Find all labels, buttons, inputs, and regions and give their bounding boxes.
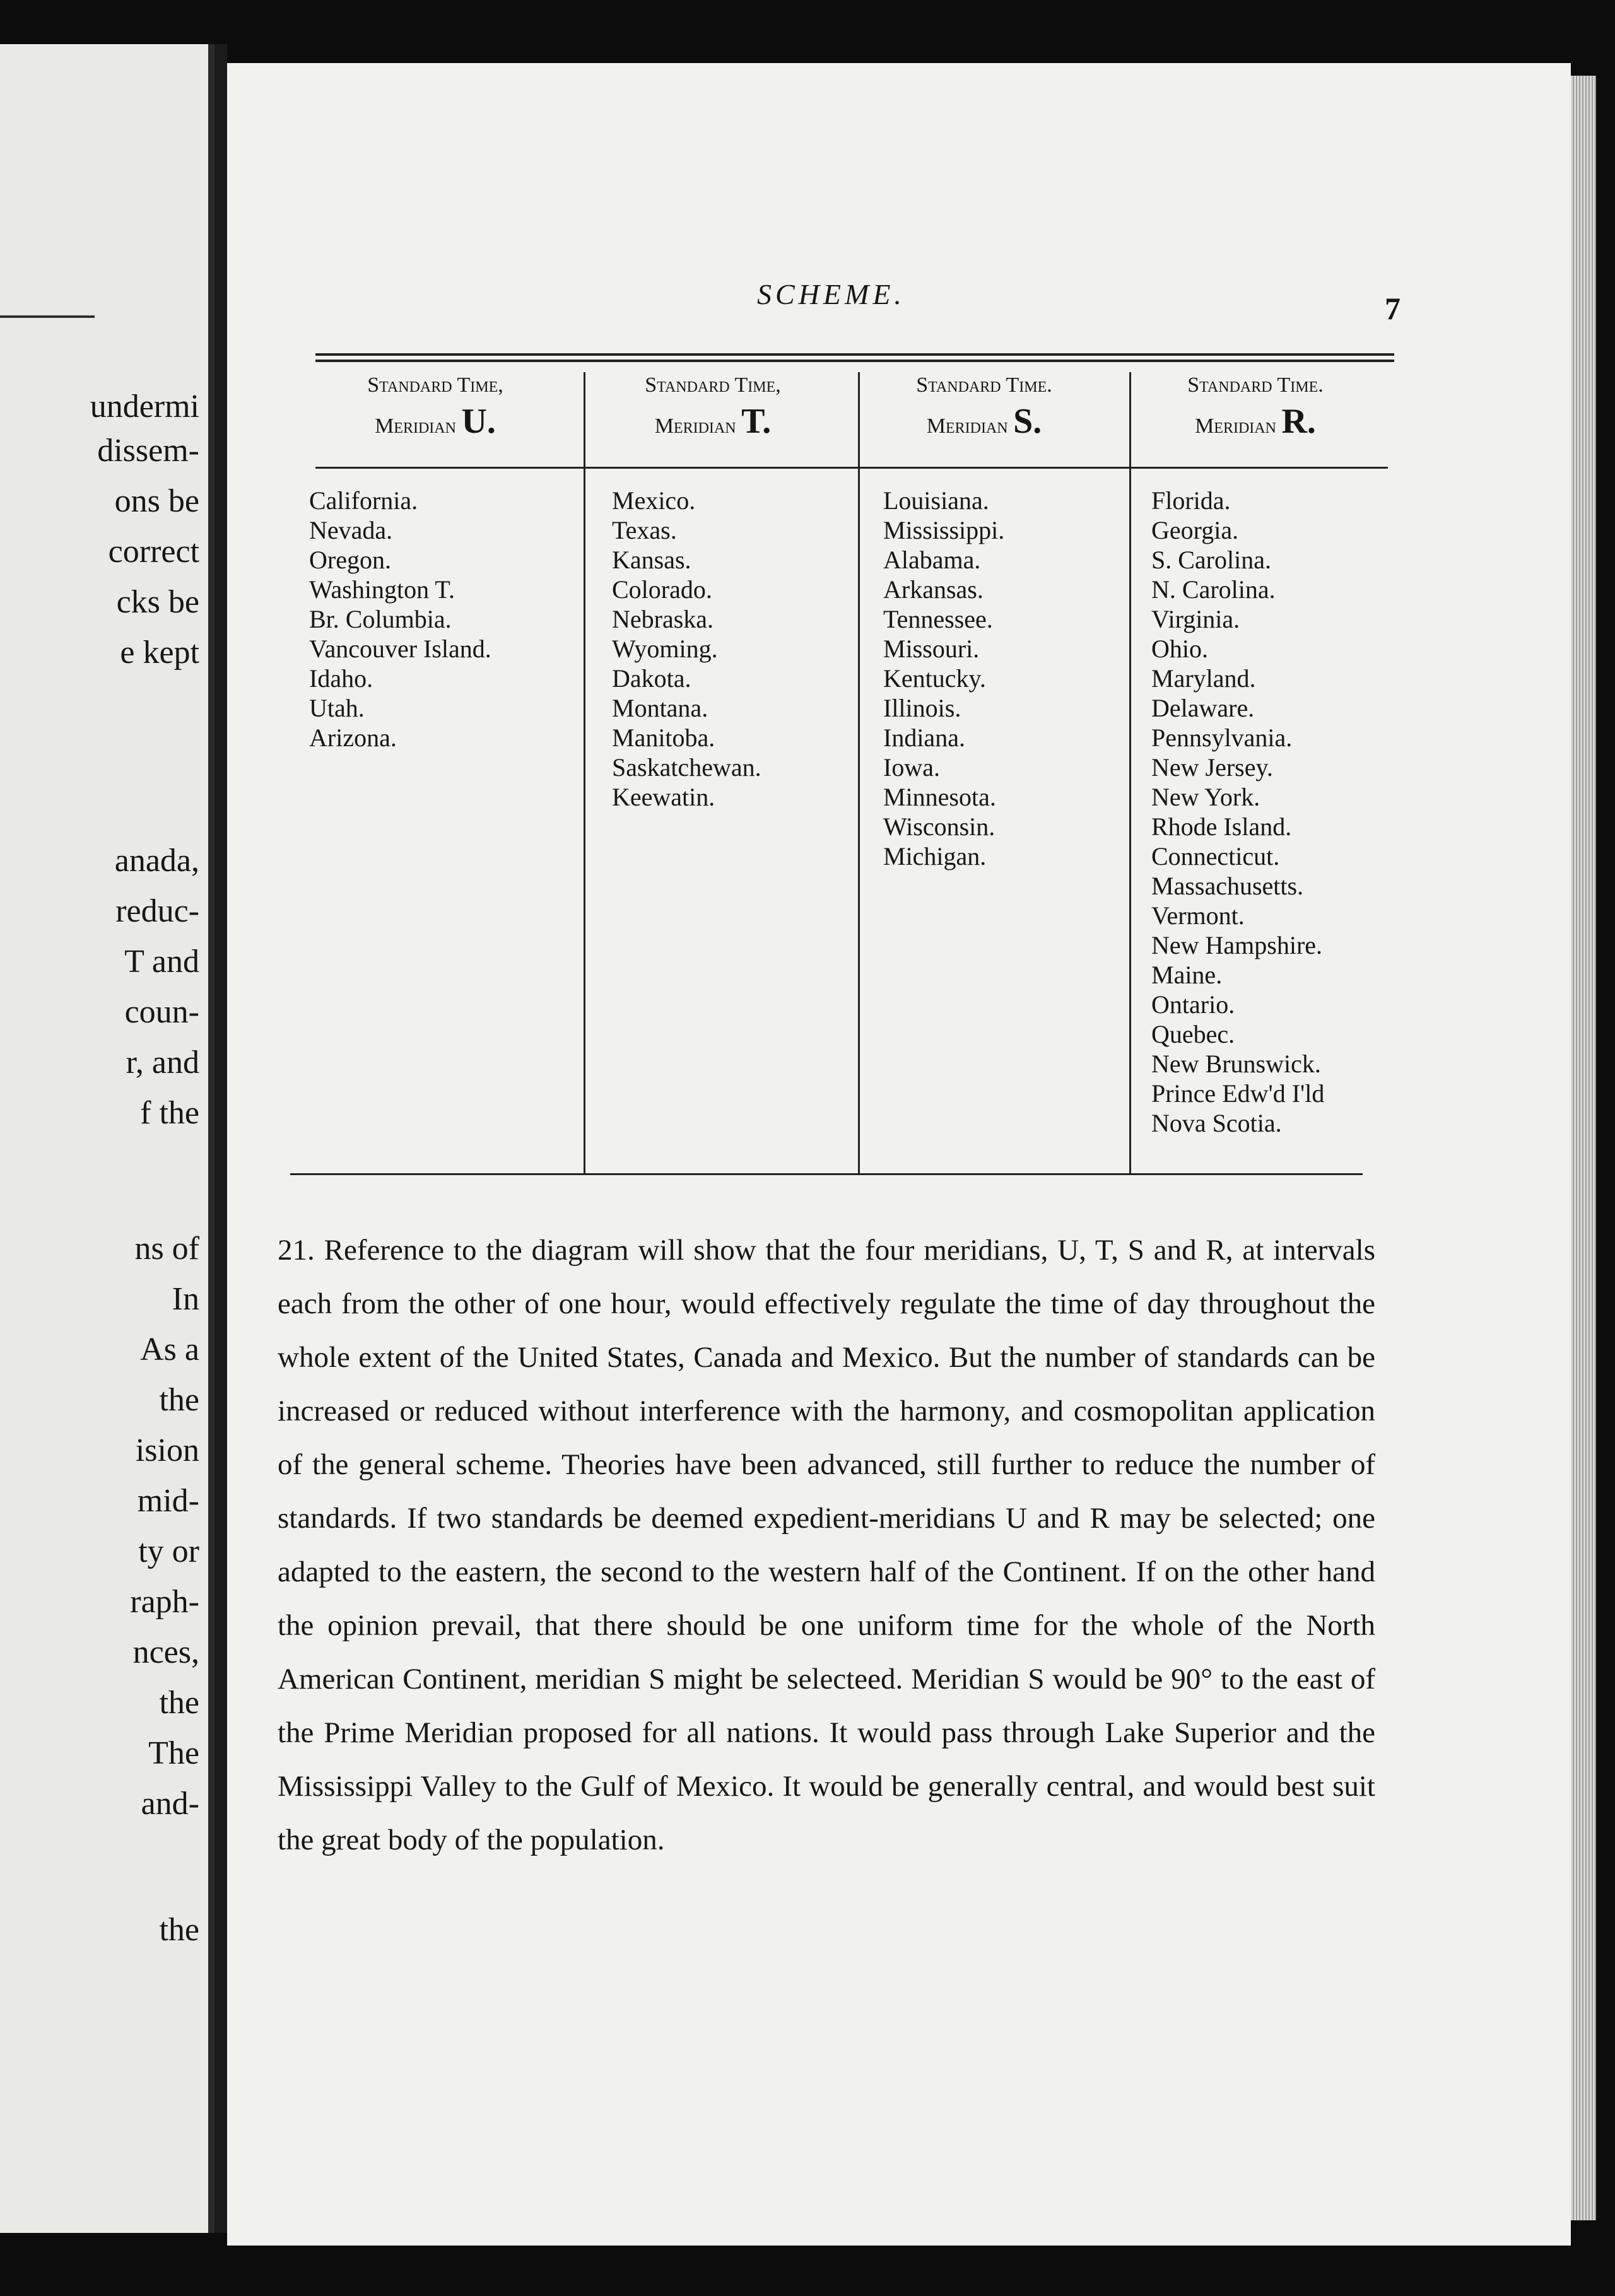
meridian-label: Meridian xyxy=(1195,414,1276,438)
left-page-line: the xyxy=(159,1912,199,1948)
place-name: Louisiana. xyxy=(883,486,989,515)
place-name: Michigan. xyxy=(883,842,987,870)
place-name: Idaho. xyxy=(309,664,373,693)
place-name: Connecticut. xyxy=(1151,842,1280,870)
column-header-label: Standard Time. xyxy=(916,373,1052,397)
place-name: Arizona. xyxy=(309,723,397,752)
place-name: Kentucky. xyxy=(883,664,986,693)
place-name: S. Carolina. xyxy=(1151,546,1271,574)
meridian-label: Meridian xyxy=(926,414,1008,438)
column-header-label: Standard Time, xyxy=(645,373,781,397)
place-name: Alabama. xyxy=(883,546,981,574)
place-name: Br. Columbia. xyxy=(309,605,452,633)
left-page-line: mid- xyxy=(137,1483,199,1519)
place-name: Quebec. xyxy=(1151,1020,1235,1048)
column-divider xyxy=(584,372,585,1173)
place-name: Dakota. xyxy=(612,664,691,693)
place-name: Indiana. xyxy=(883,723,965,752)
place-name: California. xyxy=(309,486,418,515)
place-name: New York. xyxy=(1151,783,1260,811)
column-divider xyxy=(1129,372,1131,1173)
meridian-label: Meridian xyxy=(375,414,456,438)
place-name: Rhode Island. xyxy=(1151,812,1292,841)
place-name: Arkansas. xyxy=(883,575,984,604)
place-name: Vermont. xyxy=(1151,901,1245,930)
place-name: New Brunswick. xyxy=(1151,1050,1321,1078)
head-rule xyxy=(315,353,1394,356)
place-name: Tennessee. xyxy=(883,605,993,633)
place-name: Texas. xyxy=(612,516,677,544)
left-page-line: cks be xyxy=(116,584,199,620)
left-page-line: r, and xyxy=(126,1045,199,1081)
left-page-line: nces, xyxy=(132,1634,199,1670)
place-name: Washington T. xyxy=(309,575,455,604)
places-list-t xyxy=(612,486,761,812)
left-page-line: ty or xyxy=(138,1533,199,1569)
facing-page-rule xyxy=(0,315,95,318)
table-bottom-rule xyxy=(290,1173,1363,1175)
meridian-letter: R. xyxy=(1281,401,1316,441)
column-header-r xyxy=(1129,372,1382,443)
place-name: Florida. xyxy=(1151,486,1231,515)
head-rule xyxy=(315,360,1394,362)
left-page-line: As a xyxy=(140,1332,199,1368)
place-name: Massachusetts. xyxy=(1151,872,1304,900)
left-page-line: T and xyxy=(124,944,199,980)
place-name: Montana. xyxy=(612,694,708,722)
left-page-line: f the xyxy=(140,1095,199,1131)
place-name: Maine. xyxy=(1151,961,1223,989)
column-divider xyxy=(858,372,860,1173)
place-name: Nevada. xyxy=(309,516,393,544)
place-name: Missouri. xyxy=(883,635,980,663)
place-name: Keewatin. xyxy=(612,783,715,811)
left-page-line: In xyxy=(172,1281,199,1317)
places-list-r xyxy=(1151,486,1324,1138)
place-name: Pennsylvania. xyxy=(1151,723,1293,752)
place-name: Mississippi. xyxy=(883,516,1005,544)
facing-page-fragment xyxy=(0,44,214,2233)
left-page-line: ns of xyxy=(134,1231,199,1267)
place-name: Iowa. xyxy=(883,753,940,782)
meridian-letter: T. xyxy=(741,401,772,441)
column-header-s xyxy=(858,372,1110,443)
page-number: 7 xyxy=(1385,291,1401,326)
place-name: Georgia. xyxy=(1151,516,1239,544)
place-name: N. Carolina. xyxy=(1151,575,1276,604)
place-name: Oregon. xyxy=(309,546,391,574)
table-header-rule xyxy=(315,467,1388,469)
places-list-s xyxy=(883,486,1004,871)
meridian-letter: S. xyxy=(1013,401,1042,441)
place-name: Delaware. xyxy=(1151,694,1255,722)
left-page-line: dissem- xyxy=(97,433,199,469)
place-name: Wyoming. xyxy=(612,635,718,663)
standard-time-table xyxy=(297,372,1394,1173)
place-name: New Jersey. xyxy=(1151,753,1273,782)
place-name: Ontario. xyxy=(1151,990,1235,1019)
place-name: Saskatchewan. xyxy=(612,753,761,782)
meridian-label: Meridian xyxy=(654,414,736,438)
place-name: Vancouver Island. xyxy=(309,635,491,663)
column-header-t xyxy=(587,372,839,443)
place-name: Prince Edw'd I'ld xyxy=(1151,1079,1325,1108)
left-page-line: correct xyxy=(108,534,199,570)
left-page-line: The xyxy=(148,1735,199,1771)
left-page-line: ons be xyxy=(114,483,199,519)
place-name: Ohio. xyxy=(1151,635,1208,663)
place-name: Utah. xyxy=(309,694,365,722)
place-name: Nova Scotia. xyxy=(1151,1109,1282,1137)
page-edges xyxy=(1571,76,1596,2220)
meridian-letter: U. xyxy=(461,401,496,441)
left-page-line: anada, xyxy=(114,843,199,879)
running-head: SCHEME. xyxy=(757,278,905,310)
place-name: Virginia. xyxy=(1151,605,1240,633)
column-header-label: Standard Time. xyxy=(1187,373,1324,397)
left-page-line: the xyxy=(159,1685,199,1721)
left-page-line: the xyxy=(159,1382,199,1418)
place-name: Minnesota. xyxy=(883,783,996,811)
left-page-line: ision xyxy=(135,1432,199,1468)
place-name: Colorado. xyxy=(612,575,712,604)
left-page-line: undermi xyxy=(90,389,199,425)
column-header-label: Standard Time, xyxy=(367,373,503,397)
left-page-line: reduc- xyxy=(115,893,199,929)
place-name: Maryland. xyxy=(1151,664,1256,693)
place-name: Illinois. xyxy=(883,694,961,722)
book-gutter xyxy=(214,44,227,2233)
left-page-line: coun- xyxy=(124,994,199,1030)
body-paragraph-21: 21. Reference to the diagram will show that the four meridians, U, T, S and R, at intervals each from the other of one hour, would effectively regulate the time of day throughout the whole extent of the United States, Canada and Mexico. But the number of standards can be increased or reduced without interference with the harmony, and cosmopolitan application of the general scheme. Theories have been advanced, still further to reduce the number of standards. If two standards be deemed expedient-meridians U and R may be selected; one adapted to the eastern, the second to the western half of the Continent. If on the other hand the opinion prevail, that there should be one uniform time for the whole of the North American Continent, meridian S might be selecteed. Meridian S would be 90° to the east of the Prime Meridian proposed for all nations. It would pass through Lake Superior and the Mississippi Valley to the Gulf of Mexico. It would be generally central, and would best suit the great body of the population. xyxy=(278,1234,1375,1856)
place-name: Kansas. xyxy=(612,546,691,574)
left-page-line: raph- xyxy=(130,1584,199,1620)
places-list-u xyxy=(309,486,491,753)
column-header-u xyxy=(309,372,561,443)
left-page-line: e kept xyxy=(120,635,199,671)
place-name: Nebraska. xyxy=(612,605,714,633)
place-name: Manitoba. xyxy=(612,723,715,752)
left-page-line: and- xyxy=(141,1786,199,1822)
place-name: New Hampshire. xyxy=(1151,931,1323,959)
place-name: Mexico. xyxy=(612,486,696,515)
place-name: Wisconsin. xyxy=(883,812,995,841)
